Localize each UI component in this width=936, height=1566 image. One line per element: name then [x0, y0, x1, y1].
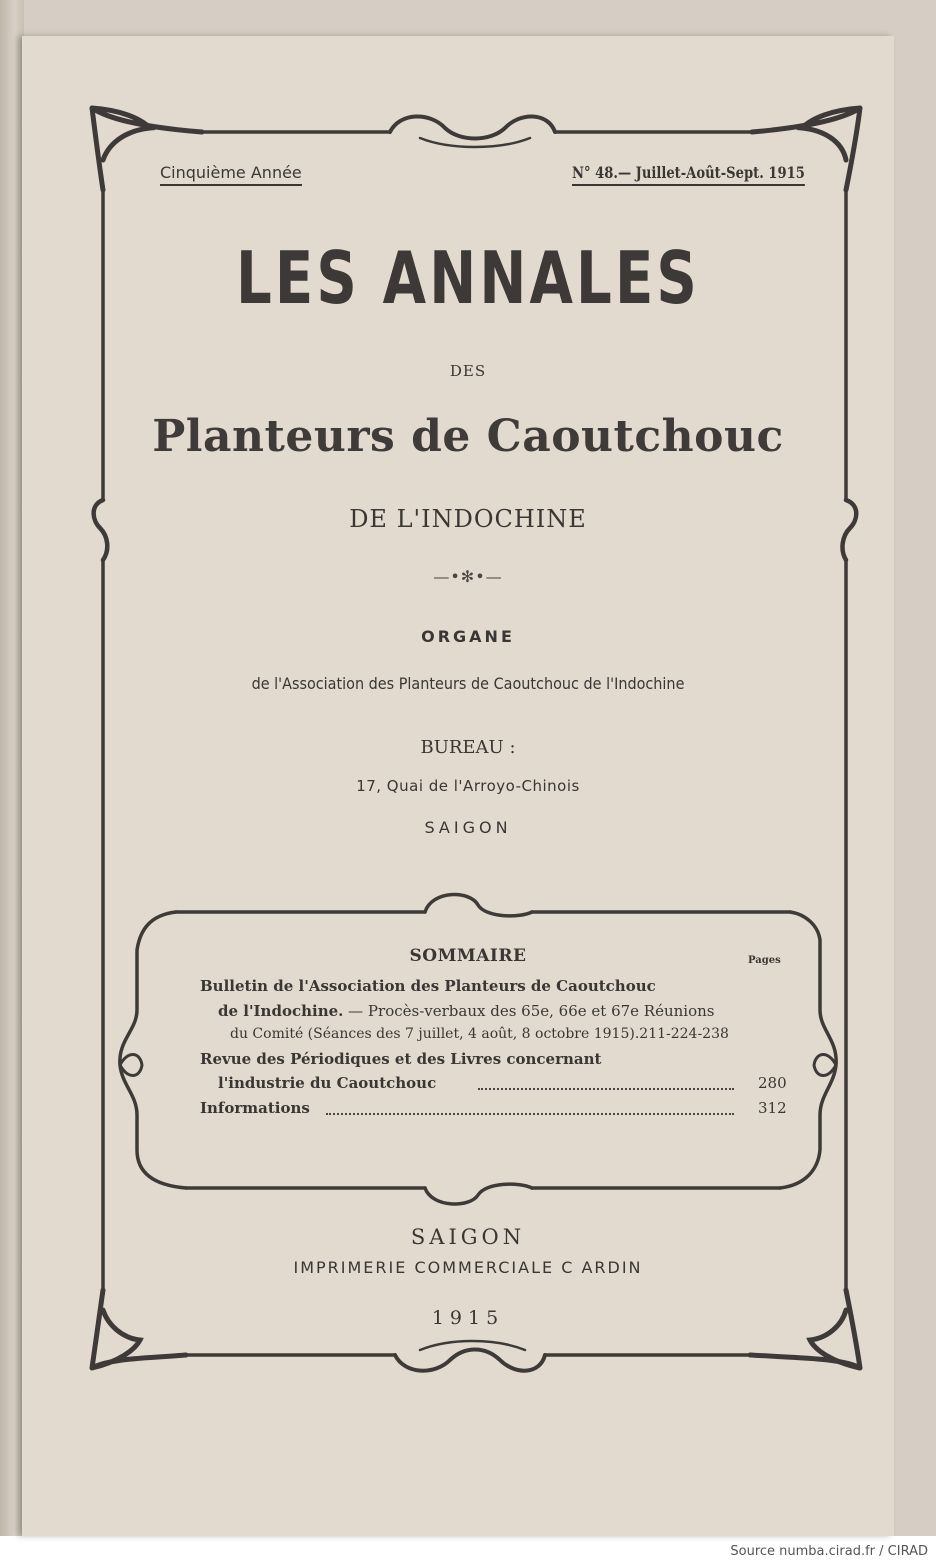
imprint-year: 1915	[431, 1307, 505, 1329]
bureau-address: 17, Quai de l'Arroyo-Chinois	[356, 777, 580, 795]
imprint-printer: IMPRIMERIE COMMERCIALE C ARDIN	[293, 1258, 643, 1277]
entry1-line1: Bulletin de l'Association des Planteurs de Caoutchouc	[200, 977, 656, 995]
issue-label: N° 48.— Juillet-Août-Sept. 1915	[572, 163, 805, 186]
entry2-pages: 280	[758, 1074, 787, 1092]
title-planteurs: Planteurs de Caoutchouc	[152, 411, 784, 462]
entry1-line2	[218, 1002, 714, 1020]
organe-label: ORGANE	[421, 627, 515, 646]
title-de-lindochine: DE L'INDOCHINE	[349, 505, 587, 533]
entry2-line2: l'industrie du Caoutchouc	[218, 1074, 437, 1092]
pages-label: Pages	[748, 955, 781, 966]
imprint-city: SAIGON	[410, 1225, 526, 1249]
title-des: DES	[449, 362, 487, 380]
entry1-line3	[230, 1026, 729, 1042]
sommaire-title: SOMMAIRE	[409, 946, 527, 966]
source-credit: Source numba.cirad.fr / CIRAD	[730, 1544, 928, 1559]
entry3-leader-dots	[326, 1113, 734, 1115]
bureau-label: BUREAU :	[420, 737, 516, 758]
year-label: Cinquième Année	[160, 163, 302, 186]
entry2-line1: Revue des Périodiques et des Livres concernant	[200, 1050, 602, 1068]
entry1-line3-text: du Comité (Séances des 7 juillet, 4 août, 8 octobre 1915).	[230, 1026, 640, 1042]
entry2-leader-dots	[478, 1088, 734, 1090]
association-name: de l'Association des Planteurs de Caoutchouc de l'Indochine	[251, 674, 685, 693]
bureau-city: SAIGON	[424, 818, 512, 837]
entry1-pages: 211-224-238	[639, 1026, 729, 1042]
ornament-divider-icon: —•✻•—	[433, 567, 503, 586]
entry3-line1: Informations	[200, 1099, 310, 1117]
entry1-line2-bold: de l'Indochine.	[218, 1002, 344, 1020]
entry3-pages: 312	[758, 1099, 787, 1117]
entry1-line2-rest: — Procès-verbaux des 65e, 66e et 67e Réunions	[348, 1002, 715, 1020]
title-les-annales: LES ANNALES	[235, 236, 701, 320]
